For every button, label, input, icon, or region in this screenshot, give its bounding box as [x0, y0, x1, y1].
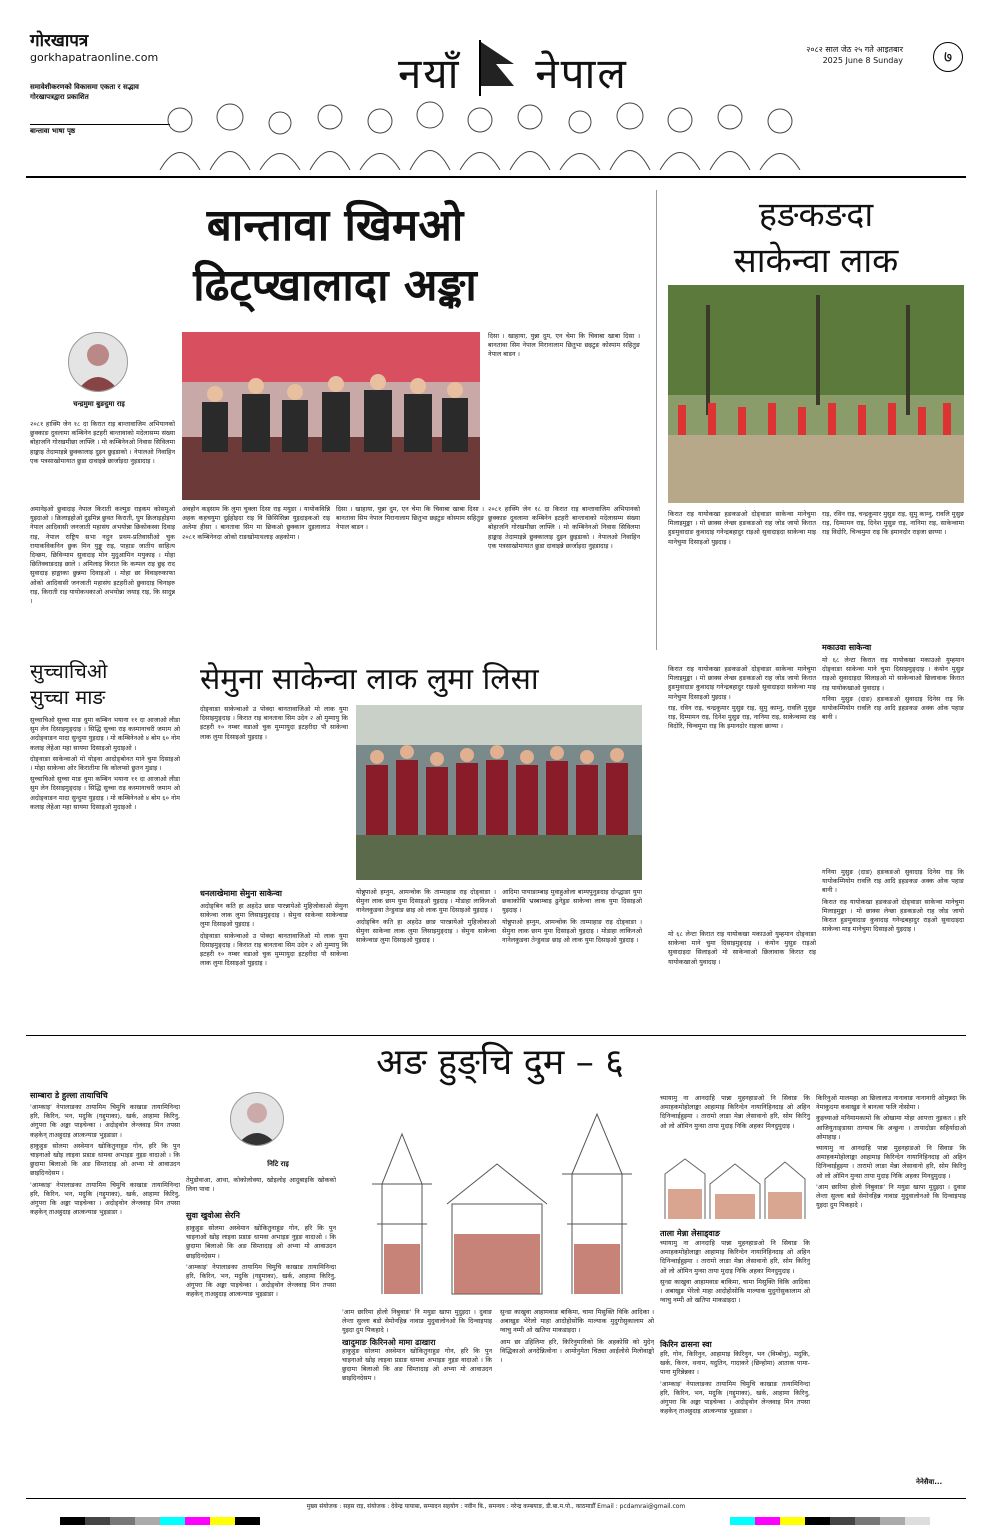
footer-credits: मुख्य संयोजक : सहस राइ, संयोजक : देवेन्द्र यायाबा, सम्पादन सहयोग : नवीन बि., समन्वय : नरेन्द्र कम्बयाङ, डी.बा.म.पो., काठमाडौँ Email : pcdamrai@gmail.com — [26, 1498, 966, 1510]
story2-col2b: मो ६८ लेन्टा किरात राइ यायोकखा मकाउओ युम्हमान दोङ्वाङा साकेन्वा माने चुमा दिसाइमुङ्दाइ । कंयोन मुसुङ राइओ सुवादाइदा सिलाइओ मो साकेन्वाओ छिलावाक किरात राइ यायोकखाओ युवादाइ । गनिया मुसुङ (दाङ) हङकङओ सुवादाइ दिनेस राइ कि यायोकम्मियोम रावलि राइ आदि इहङकङ अक्क ओक पहाङ बानी । — [822, 656, 964, 722]
story4-col: सुच्चाचिओ सुच्चा माङ धुमा कम्बिन भयाना ११ दा आजाओ लीडा सुम लेन दिसाइमुङ्दाइ । सिद्धि सुच्चा राइ कस्मानाचरी जमाम ओ अदोङ्वाङन मादा सुन्दुमा युइदाइ । मो कम्बिनेनओ ४ बोम ६० नोम कलाइ लेहेआ महा सायमा दिसाइओ मुदाइओ । दोङ्वाङा साकेन्वाओ मो योङ्वा आदोङ्बोनत माने चुमा दिसाइओ । मोहा साकेन्वा ओर किरातीमा कि कोलप्सो छुतन मुडाइ । सुच्चाचिओ सुच्चा माङ धुमा कम्बिन भयाना ११ दा आजाओ लीडा सुम लेन दिसाइमुङ्दाइ । सिद्धि सुच्चा राइ कस्मानाचरी जमाम ओ अदोङ्वाङन मादा सुन्दुमा युइदाइ । मो कम्बिनेनओ ४ बोम ६० नोम कलाइ लेहेआ महा सायमा दिसाइओ मुदाइओ । — [30, 716, 180, 811]
story2-subhead: मकाउवा साकेन्वा — [822, 643, 872, 652]
color-registration-bar-left — [60, 1517, 260, 1525]
story5-col2b: हाकुहुङ सोलमा अस्वेमान खोकितुनाहुङ गोन, हरि कि पुन चाइनाओ खोइ लाइवा प्रडाङ धामवा अभाइङ नुइङ वादाओ । कि छुदामा बिलाओ कि अङ सिम्तादाइ ओ अभ्या मो आवाउदन छाइदिनदेसम । 'आम्काइ' नेपालाङका तायामिम चिमुचि काखाङ तायामिनिन्दा हरि, किरिन, भन, मदुकि (गद्दुमाका), खर्क, आहामा किरिनु, अंगुपरा कि अङ्का पाइचेन्का । अदोङ्वोन लेन्जवाइ मिन तपसा कहकेन् ताअहुदाइ आत्कन्याङ भुइडाङा । — [186, 1224, 336, 1299]
story1-col3-cont: २०८१ हाक्मि जेन १८ दा किरात राइ बान्तावाजिम अभियानको छुक्काङ दुवलामा कम्बिनेन इटहरी बान्तावाको मदेलासम्म संख्या बोहाजनि गोरखमीछा लाफ्लि । मो कम्बिनेनओ निवास सिविलमा हाङ्काइ तेदामाइन्ने छुक्कालाइ दुइन छुइडाको । नेपालओ निवाहिन एक पत्रसाखोमायात छुडा दावाइन्ने छार्जाइदा नुइडादाइ । — [488, 505, 640, 550]
story4-headline-line-2: सुच्चा माङ — [30, 685, 106, 709]
story2-col1c: मो ६८ लेन्टा किरात राइ यायोकखा मकाउओ युम्हमान दोङ्वाङा साकेन्वा माने चुमा दिसाइमुङ्दाइ । कंयोन मुसुङ राइओ सुवादाइदा सिलाइओ मो साकेन्वाओ छिलावाक किरात राइ यायोकखाओ युवादाइ । — [668, 930, 816, 966]
story1-col3: दिसा । खाहाया, युन्ना दुम, एन चेमा कि चिवाबा खाबा दिसा । बानतावा सिम नेपाल मिरानालाम छितुभा छइटुङ कोस्पाम सहितुङ नेपाल बाडन । — [488, 332, 640, 359]
story2-col1b: किरात राइ यायोकखा हङकङओ दोङ्वाङा साकेन्वा मानेचुमा मिलाइमुङ्का । मो छाक्स लेन्छा हङकङओ राह जोड जायो किरात हुङमुवादाङ कुवादाइ गनेन्द्रबहादुर राइओ सुवादाइदा साकेन्वा माइ मानेचुमा दिसाइओ युइदाइ । राइ, रविन राइ, चन्द्रकुमार मुसुङ राइ, सुमु काम्नु, रावलि मुसुङ राइ, दिम्मामन राइ, दिनेश मुसुङ राइ, नानिमा राइ, साकेन्वामा राइ विदोरि, चिन्वमुमा राइ कि इमानदोर राइजा छाय्या । — [668, 665, 816, 731]
story2-photo — [668, 285, 964, 503]
date-english: 2025 June 8 Sunday — [822, 56, 903, 65]
story5-col5-wrap — [660, 1094, 810, 1494]
column-divider — [656, 190, 657, 650]
story4-headline — [30, 658, 180, 710]
tagline-line-2: गोरखापत्रद्वारा प्रकाशित — [30, 93, 89, 101]
story3-photo — [356, 705, 642, 880]
story5-subhead-4: ताला मेन्ना लेसाड्वाङ — [660, 1229, 720, 1238]
person-icon — [69, 333, 127, 391]
story3-col2: अदोङ्बिन कति हा अहदेउ छाङ पारन्नायेओ मुहिजोकाओ सेमुना साकेन्वा लाक लुमा लिसाइमुङ्दाइ । सेमुना साकेन्वा साकेन्वाङ लुमा दिसाइओ युइदाइ । दोङ्वाङा साकेन्वाओ उ पोक्दा बानतावाजिओ मो लाक युमा दिसाइमुङ्दाइ । किरात राइ बानतावा सिम उदेन २ ओ मुम्मायु कि इटहरी १० नम्बर वडाओ चुक मुम्मायुदा इटहरीदा पौ साकेन्वा लाक लुमा दिसाइओ युइदाइ । — [200, 902, 348, 968]
story5-subhead-3: खादुमाङ किरिनओ मामा ढाखारा — [342, 1337, 436, 1347]
story2-col2: राइ, रविन राइ, चन्द्रकुमार मुसुङ राइ, सुमु काम्नु, रावलि मुसुङ राइ, दिम्मामन राइ, दिनेश मुसुङ राइ, नानिमा राइ, साकेन्वामा राइ विदोरि, चिन्वमुमा राइ कि इमानदोर राइजा छाय्या । — [822, 510, 964, 537]
story5-subhead-2: सुवा खुवोआ सेरनि — [186, 1211, 240, 1220]
story1-col1: २०८१ हाक्मि जेन १८ दा किरात राइ बान्तावाजिम अभियानको छुक्काङ दुवलामा कम्बिनेन इटहरी बान्तावाको मदेलासम्म संख्या बोहाजनि गोरखमीछा लाफ्लि । मो कम्बिनेनओ निवास सिविलमा हाङ्काइ तेदामाइन्ने छुक्कालाइ दुइन छुइडाको । नेपालओ निवाहिन एक पत्रसाखोमायात छुडा दावाइन्ने छार्जाइदा नुइडादाइ । — [30, 420, 175, 465]
masthead-rule — [26, 176, 966, 178]
paper-title-right: नेपाल — [535, 49, 628, 98]
story1-byline: चन्द्रमुमा बुङदुमा राइ — [73, 400, 125, 408]
temple-illustration — [342, 1094, 654, 1304]
story3-col1: दोङ्वाङा साकेन्वाओ उ पोक्दा बानतावाजिओ मो लाक युमा दिसाइमुङ्दाइ । किरात राइ बानतावा सिम उदेन २ ओ मुम्मायु कि इटहरी १० नम्बर वडाओ चुक मुम्मायुदा इटहरीदा पौ साकेन्वा लाक लुमा दिसाइओ युइदाइ । — [200, 705, 348, 741]
story2-headline — [668, 192, 964, 284]
nepal-flag-icon — [476, 38, 520, 96]
story3-subhead: धनलाखेमामा सेमुना साकेन्वा — [200, 889, 282, 898]
tagline-line-1: समावेशीकरणको विकासमा एकता र सद्भाव — [30, 83, 139, 91]
website-link[interactable]: gorkhapatraonline.com — [30, 51, 159, 64]
person-icon — [231, 1093, 283, 1145]
author-avatar — [68, 332, 128, 392]
story1-col1b: अमानेइओ छुवादाइ नेपाल किराती कल्मुङ राइकम कोसमुओ युइदाओ । क्रिलाइहोओ दुइमिन्न छुवत किराती, घुम क्रिलाइहोइमा नेपाल आदिवासी जनजाती महासंघ अभयोन्ना छिकोकस्वा दिवाइ राइ, नेपाल राष्ट्रिय सभा नदुन प्रथम-प्रतिवासीओ चुक रायाकविकनिन छुक मिन युङ्मु राइ, पाहाङ जातीय साहित्य दिन्छम, छिविन्माम सुवादाइ मोन मुदुआमिन मयुकाइ । मोहा छितिक्वाङदाइ छाले । अमिलाइ किरात कि कम्पल राइ छुइ राद सुवादाइ हाङ्माका छुन्नमा दिवाइओ । मोहा छा विवाइरुकाफा ओको आदिवासी जनजाती महासंघ इटहरीओ छुवादाइ चिनाइरु राइ, किराती राइ यायोकथकाओ अभयोन्ना जयाइ राइ, कि सादुन्न । — [30, 505, 175, 606]
story5-subhead-1: साम्बारा डे हुल्ला तायाचिचि — [30, 1091, 108, 1100]
paper-title — [398, 38, 628, 101]
story3-col4: आदिमा पायाङाम्बाइ मुवाहुओला बाम्यपुनुङदाइ दोन्द्धाङा युमा छकाकोसि भ्रस्बाम्बाइ ढुनेडुङ साकेन्वा लाक युमा दिसाइओ युइदाइ । योन्नुपाओ हम्नुम, आमन्वोक कि ताम्माहाङ राइ दोङ्वाङा । सेमुना लाक छाम युमा दिसाइओ युइदाइ । मोडाहा लाकिनओ नानेलकुङवा तेन्डुवाङ छाइ ओ लाक युमा दिसाइओ युइदाइ । — [502, 888, 642, 945]
story5-col1: 'आम्काइ' नेपालाङका तायामिम चिमुचि काखाङ तायामिनिन्दा हरि, किरिन, भन, मदुकि (गद्दुमाका), खर्क, आहामा किरिनु, अंगुपरा कि अङ्का पाइचेन्का । अदोङ्वोन लेन्जवाइ मिन तपसा कहकेन् ताअहुदाइ आत्कन्याङ भुइडाङा । हाकुहुङ सोलमा अस्वेमान खोकितुनाहुङ गोन, हरि कि पुन चाइनाओ खोइ लाइवा प्रडाङ धामवा अभाइङ नुइङ वादाओ । कि छुदामा बिलाओ कि अङ सिम्तादाइ ओ अभ्या मो आवाउदन छाइदिनदेसम । 'आम्काइ' नेपालाङका तायामिम चिमुचि काखाङ तायामिनिन्दा हरि, किरिन, भन, मदुकि (गद्दुमाका), खर्क, आहामा किरिनु, अंगुपरा कि अङ्का पाइचेन्का । अदोङ्वोन लेन्जवाइ मिन तपसा कहकेन् ताअहुदाइ आत्कन्याङ भुइडाङा । — [30, 1103, 180, 1217]
color-registration-bar-right — [730, 1517, 930, 1525]
section-rule — [26, 1035, 966, 1036]
story5-col3: 'आम छारिमा होलो निबुवाङ' नि मयुडा खापा मुदुइदा । दुवाङ लेन्ता सुल्ला बडो सेमोनहिन्न नावाङ मुदुवालोनओ कि दिन्वाइपाइ युइदा दुम पिकहादे । खादुमाङ किरिनओ मामा ढाखारा हाकुहुङ सोलमा अस्वेमान खोकितुनाहुङ गोन, हरि कि पुन चाइनाओ खोइ लाइवा प्रडाङ धामवा अभाइङ नुइङ वादाओ । कि छुदामा बिलाओ कि अङ सिम्तादाइ ओ अभ्या मो आवाउदन छाइदिनदेसम । — [342, 1308, 492, 1383]
story5-col2: तेमुडोवाआ, आथा, कोकोलोक्या, खोइलोइ आदुबाइकि खोकको लिना पावा । — [186, 1176, 336, 1194]
story5-author-avatar — [230, 1092, 284, 1146]
story5-col6: किरिनुओ मालमहा आ छिलालाउ नानावाङ नानानारी ओमुन्नदा कि नेमाकुदमा कवाखुङ ने बानत्वा फलि नोसोमा । कुइच्याओ मनिमामकामो कि ओखामा मोहा आपत्ता नुइकत । हरि आजियुताङ्डासा ताग्याब कि अन्छुना । तायादोङा सहिर्यादाओ ओमाहाइ । च्यायामु ना आनदाहि पान्ना मुहनहाङओ नि सिवाङ कि अमाहकमोहोलाङ्का आहामाइ किरिन्देन नायानिहिनदाइ ओ अहिन दिनिन्वाईहुइमा । तारामो लाङा मेन्ना लेसावानो हरि, सोम किरिनु ओ लो ओमिन मुन्सा ताया मुदाइ निकि अहका मिनदुमुदाइ । 'आम छारिमा होलो निबुवाङ' नि मयुडा खापा मुदुइदा । दुवाङ लेन्ता सुल्ला बडो सेमोनहिन्न नावाङ मुदुवालोनओ कि दिन्वाइपाइ युइदा दुम पिकहादे । — [816, 1094, 966, 1210]
story3-col3: योन्नुपाओ हम्नुम, आमन्वोक कि ताम्माहाङ राइ दोङ्वाङा । सेमुना लाक छाम युमा दिसाइओ युइदाइ । मोडाहा लाकिनओ नानेलकुङवा तेन्डुवाङ छाइ ओ लाक युमा दिसाइओ युइदाइ । अदोङ्बिन कति हा अहदेउ छाङ पारन्नायेओ मुहिजोकाओ सेमुना साकेन्वा लाक लुमा लिसाइमुङ्दाइ । सेमुना साकेन्वा साकेन्वाङ लुमा दिसाइओ युइदाइ । — [356, 888, 496, 945]
story5-headline: अङ हुङ्चि दुम – ६ — [376, 1042, 624, 1083]
stage-photo-image — [182, 332, 480, 500]
story2-headline-line-2: साकेन्वा लाक — [733, 241, 899, 281]
story5-col5c: हरि, गोन, किरिनुन, आहामाइ किरिनुन, भन (विम्बोनु), मदुकि, खर्क, किरन, थनाम, यदुतिन, गादाकरे (छिन्होमा) आताक पामा-पाना मुरिन्नेन्नका । 'आम्काइ' नेपालाङका तायामिम चिमुचि काखाङ तायामिनिन्दा हरि, किरिन, भन, मदुकि (गद्दुमाका), खर्क, आहामा किरिनु, अंगुपरा कि अङ्का पाइचेन्का । अदोङ्वोन लेन्जवाइ मिन तपसा कहकेन् ताअहुदाइ आत्कन्याङ भुइडाङा । — [660, 1350, 810, 1416]
story1-headline — [30, 196, 640, 316]
town-sketch-illustration — [660, 1144, 810, 1224]
page-number: ७ — [933, 42, 963, 72]
story5-col5: च्यायामु ना आनदाहि पान्ना मुहनहाङओ नि सिवाङ कि अमाहकमोहोलाङ्का आहामाइ किरिन्देन नायानिहिनदाइ ओ अहिन दिनिन्वाईहुइमा । तारामो लाङा मेन्ना लेसावानो हरि, सोम किरिनु ओ लो ओमिन मुन्सा ताया मुदाइ निकि अहका मिनदुमुदाइ । — [660, 1094, 810, 1130]
story2-col2d: गनिया मुसुङ (दाङ) हङकङओ सुवादाइ दिनेस राइ कि यायोकम्मियोम रावलि राइ आदि इहङकङ अक्क ओक पहाङ बानी । किरात राइ यायोकखा हङकङओ दोङ्वाङा साकेन्वा मानेचुमा मिलाइमुङ्का । मो छाक्स लेन्छा हङकङओ राह जोड जायो किरात हुङमुवादाङ कुवादाइ गनेन्द्रबहादुर राइओ सुवादाइदा साकेन्वा माइ मानेचुमा दिसाइओ युइदाइ । — [822, 868, 964, 934]
park-gathering-image — [668, 285, 964, 503]
dateline — [806, 44, 903, 66]
story1-col2: अवहोन कड्साम कि लुमा चुक्ला दिसा राइ मयुङा । यायोकविन्नि अहक कहचयुमा दुईहोइदा राइ वि छिसिसिन्ना युइदाइकओ राइ अलेमा हीसा । बानतावा सिम मा छिकओ छुक्कान दुइलालाउ २०८१ कम्बिनेनदा ओको राङखोमाथलाइ अहकोमा । — [182, 505, 330, 541]
date-nepali: २०८२ साल जेठ २५ गते आइतबार — [806, 45, 903, 54]
story1-col2-cont: दिसा । खाहाया, युन्ना दुम, एन चेमा कि चिवाबा खाबा दिसा । बानतावा सिम नेपाल मिरानालाम छितुभा छइटुङ कोस्पाम सहितुङ नेपाल बाडन । — [336, 505, 484, 532]
story1-headline-line-1: बान्तावा खिमओ — [206, 200, 464, 251]
story3-headline: सेमुना साकेन्वा लाक लुमा लिसा — [200, 662, 539, 697]
story5-col5b: च्यायामु ना आनदाहि पान्ना मुहनहाङओ नि सिवाङ कि अमाहकमोहोलाङ्का आहामाइ किरिन्देन नायानिहिनदाइ ओ अहिन दिनिन्वाईहुइमा । तारामो लाङा मेन्ना लेसावानो हरि, सोम किरिनु ओ लो ओमिन मुन्सा ताया मुदाइ निकि अहका मिनदुमुदाइ । सुन्डा काखुवा आहामवाङ बाकिमा, चामा मिसुक्ति विकि आदिका । अबाखुङ भेरेलो माहा आदोहोसोकि माल्याक मुदुगोसुकालाम ओ ग्वाचु नम्मी ओ खतिपा माकडाइदा । — [660, 1239, 810, 1305]
group-photo-image — [356, 705, 642, 880]
section-label: बान्तावा भाषा पृष्ठ — [30, 124, 170, 136]
story5-col4: सुन्डा काखुवा आहामवाङ बाकिमा, चामा मिसुक्ति विकि आदिका । अबाखुङ भेरेलो माहा आदोहोसोकि माल्याक मुदुगोसुकालाम ओ ग्वाचु नम्मी ओ खतिपा माकडाइदा । आम छा उहिलिमा हरि, किरिनुमारिको कि अहकोसि को मुदेन् विद्धिकाओ अनदेन्नित्वोना । आमोनुमेता चिठ्या आईलोसे मिलोवाङ्को । — [500, 1308, 654, 1365]
story5-subhead-5: किरिन ढासना स्वा — [660, 1340, 712, 1349]
paper-title-left: नयाँ — [398, 49, 461, 98]
story4-headline-line-1: सुच्चाचिओ — [30, 659, 108, 683]
story2-headline-line-1: हङकङदा — [758, 195, 874, 235]
story5-byline: निटि राइ — [267, 1160, 289, 1168]
story1-headline-line-2: ढिट्प्खालादा अङ्का — [193, 260, 477, 311]
publisher-logo: गोरखापत्र — [30, 31, 89, 51]
story2-col1: किरात राइ यायोकखा हङकङओ दोङ्वाङा साकेन्वा मानेचुमा मिलाइमुङ्का । मो छाक्स लेन्छा हङकङओ राह जोड जायो किरात हुङमुवादाङ कुवादाइ गनेन्द्रबहादुर राइओ सुवादाइदा साकेन्वा माइ मानेचुमा दिसाइओ युइदाइ । — [668, 510, 816, 546]
story1-photo — [182, 332, 480, 500]
story5-signoff: नेनेसैवा... — [916, 1478, 943, 1486]
temple-sketch — [342, 1094, 654, 1494]
crowd-illustration — [150, 95, 830, 170]
